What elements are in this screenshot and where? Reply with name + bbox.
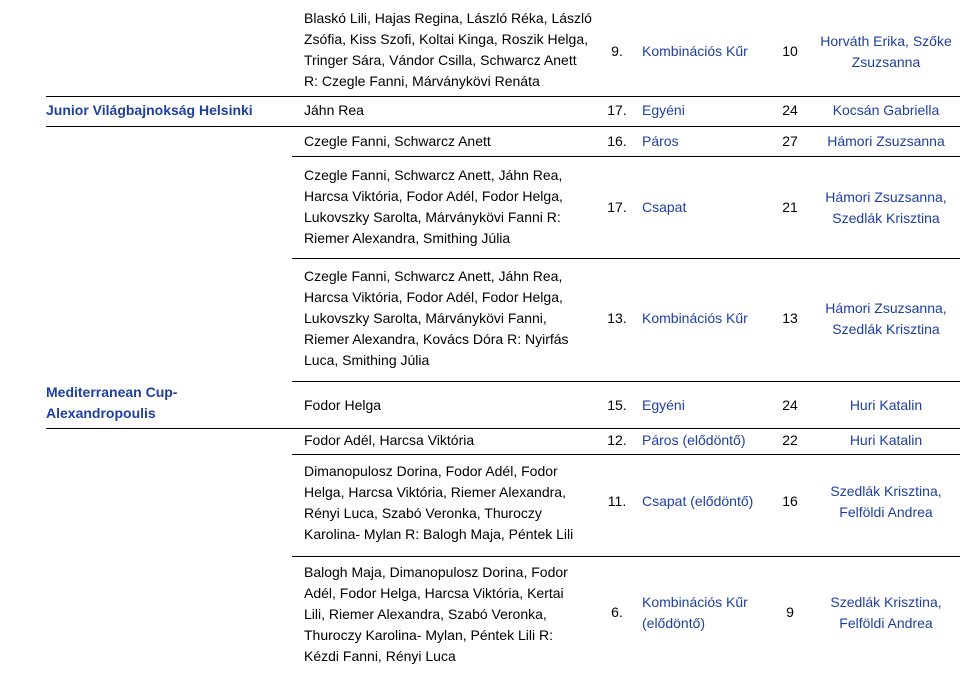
event-name-line: Alexandropoulis	[46, 405, 156, 421]
coach: Hámori Zsuzsanna	[827, 133, 945, 149]
coach: Hámori Zsuzsanna, Szedlák Krisztina	[825, 300, 947, 337]
row-divider	[292, 258, 960, 259]
coach: Kocsán Gabriella	[832, 102, 940, 118]
placement: 9.	[611, 43, 623, 59]
placement: 17.	[607, 102, 627, 118]
athlete-names: Jáhn Rea	[304, 102, 364, 118]
placement: 12.	[607, 432, 627, 448]
coach: Huri Katalin	[849, 397, 923, 413]
participant-count: 24	[782, 397, 798, 413]
athlete-names: Fodor Helga	[304, 397, 382, 413]
coach: Szedlák Krisztina, Felföldi Andrea	[830, 483, 942, 520]
row-divider	[46, 96, 960, 97]
event-name: Junior Világbajnokság Helsinki	[46, 102, 253, 118]
placement: 16.	[607, 133, 627, 149]
participant-count: 9	[786, 604, 794, 620]
coach: Hámori Zsuzsanna, Szedlák Krisztina	[825, 189, 947, 226]
athlete-names: Dimanopulosz Dorina, Fodor Adél, Fodor Helga, Harcsa Viktória, Riemer Alexandra, Rényi Luca, Szabó Veronka, Thuroczy Karolina- Mylan R: Balogh Maja, Péntek Lili	[304, 463, 574, 542]
athlete-names: Balogh Maja, Dimanopulosz Dorina, Fodor Adél, Fodor Helga, Harcsa Viktória, Kertai Lili, Riemer Alexandra, Szabó Veronka, Thuroczy Karolina- Mylan, Péntek Lili R: Kézdi Fanni, Rényi Luca	[304, 564, 568, 664]
participant-count: 21	[782, 199, 798, 215]
coach: Huri Katalin	[849, 432, 923, 448]
row-divider	[46, 126, 960, 127]
category: Páros (elődöntő)	[642, 432, 746, 448]
category: Kombinációs Kűr	[642, 43, 748, 59]
participant-count: 24	[782, 102, 798, 118]
event-name-line: Mediterranean Cup-	[46, 384, 178, 400]
event-name	[46, 382, 177, 424]
category: Csapat (elődöntő)	[642, 493, 754, 509]
athlete-names: Blaskó Lili, Hajas Regina, László Réka, László Zsófia, Kiss Szofi, Koltai Kinga, Roszik Helga, Tringer Sára, Vándor Csilla, Schwarcz Anett R: Czegle Fanni, Márványkövi Renáta	[304, 10, 592, 89]
placement: 6.	[611, 604, 623, 620]
category: Kombinációs Kűr (elődöntő)	[642, 594, 748, 631]
category: Páros	[642, 133, 679, 149]
participant-count: 10	[782, 43, 798, 59]
placement: 15.	[607, 397, 627, 413]
coach: Szedlák Krisztina, Felföldi Andrea	[830, 594, 942, 631]
placement: 17.	[607, 199, 627, 215]
participant-count: 13	[782, 310, 798, 326]
placement: 11.	[607, 493, 627, 509]
participant-count: 16	[782, 493, 798, 509]
placement: 13.	[607, 310, 627, 326]
athlete-names: Czegle Fanni, Schwarcz Anett	[304, 133, 491, 149]
category: Kombinációs Kűr	[642, 310, 748, 326]
row-divider	[46, 428, 960, 429]
row-divider	[292, 556, 960, 557]
athlete-names: Czegle Fanni, Schwarcz Anett, Jáhn Rea, Harcsa Viktória, Fodor Adél, Fodor Helga, Lukovszky Sarolta, Márványkövi Fanni R: Riemer Alexandra, Smithing Júlia	[304, 167, 563, 246]
athlete-names: Czegle Fanni, Schwarcz Anett, Jáhn Rea, Harcsa Viktória, Fodor Adél, Fodor Helga, Lukovszky Sarolta, Márványkövi Fanni, Riemer Alexandra, Kovács Dóra R: Nyirfás Luca, Smithing Júlia	[304, 268, 569, 368]
row-divider	[292, 381, 960, 382]
category: Egyéni	[642, 397, 685, 413]
coach: Horváth Erika, Szőke Zsuzsanna	[820, 33, 952, 70]
category: Egyéni	[642, 102, 685, 118]
participant-count: 22	[782, 432, 798, 448]
athlete-names: Fodor Adél, Harcsa Viktória	[304, 432, 475, 448]
participant-count: 27	[782, 133, 798, 149]
category: Csapat	[642, 199, 687, 215]
row-divider	[292, 156, 960, 157]
row-divider	[292, 454, 960, 455]
